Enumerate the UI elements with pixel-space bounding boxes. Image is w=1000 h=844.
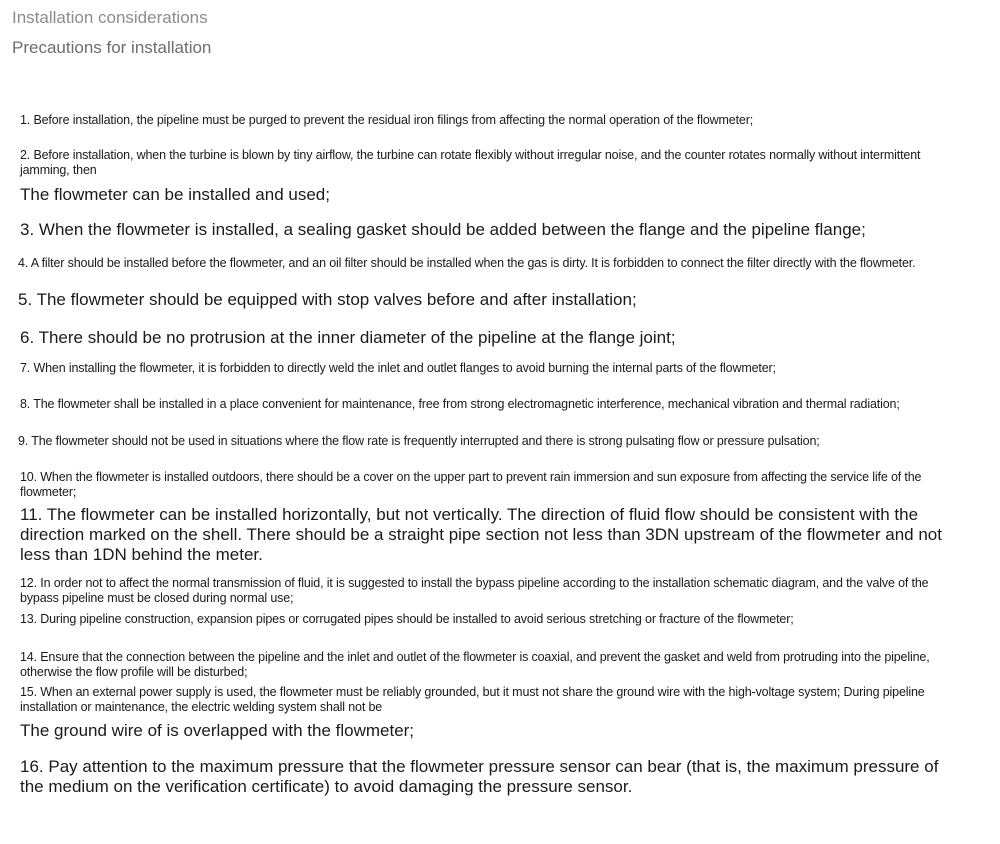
list-item-11: 11. The flowmeter can be installed horizontally, but not vertically. The direction of fluid flow should be consistent with the direction marked on the shell. There should be a straight pipe section not less than 3DN upstream of the flowmeter and not less than 1DN behind the meter.	[20, 505, 942, 564]
list-item-10: 10. When the flowmeter is installed outdoors, there should be a cover on the upper part to prevent rain immersion and sun exposure from affecting the service life of the flowmeter;	[20, 470, 922, 499]
list-item-8: 8. The flowmeter shall be installed in a place convenient for maintenance, free from strong electromagnetic interference, mechanical vibration and thermal radiation;	[20, 397, 900, 411]
list-item-2: 2. Before installation, when the turbine is blown by tiny airflow, the turbine can rotate flexibly without irregular noise, and the counter rotates normally without intermittent jamming, then	[20, 148, 921, 177]
list-item-1: 1. Before installation, the pipeline must be purged to prevent the residual iron filings from affecting the normal operation of the flowmeter;	[20, 113, 754, 127]
list-item-7: 7. When installing the flowmeter, it is forbidden to directly weld the inlet and outlet flanges to avoid burning the internal parts of the flowmeter;	[20, 361, 776, 375]
list-item-5: 5. The flowmeter should be equipped with stop valves before and after installation;	[18, 290, 637, 309]
list-item-6: 6. There should be no protrusion at the inner diameter of the pipeline at the flange joint;	[20, 328, 676, 347]
list-item-4: 4. A filter should be installed before the flowmeter, and an oil filter should be installed when the gas is dirty. It is forbidden to connect the filter directly with the flowmeter.	[18, 256, 916, 270]
section-subtitle: Precautions for installation	[12, 38, 212, 57]
list-item-14: 14. Ensure that the connection between the pipeline and the inlet and outlet of the flowmeter is coaxial, and prevent the gasket and weld from protruding into the pipeline, otherwise the flow profile will be disturbed;	[20, 650, 930, 679]
section-title: Installation considerations	[12, 8, 208, 27]
list-item-16: 16. Pay attention to the maximum pressure that the flowmeter pressure sensor can bear (that is, the maximum pressure of the medium on the verification certificate) to avoid damaging the pressure sensor.	[20, 757, 939, 796]
list-item-2-continued: The flowmeter can be installed and used;	[20, 185, 330, 204]
list-item-9: 9. The flowmeter should not be used in situations where the flow rate is frequently interrupted and there is strong pulsating flow or pressure pulsation;	[18, 434, 820, 448]
list-item-13: 13. During pipeline construction, expansion pipes or corrugated pipes should be installed to avoid serious stretching or fracture of the flowmeter;	[20, 612, 794, 626]
list-item-15: 15. When an external power supply is used, the flowmeter must be reliably grounded, but it must not share the ground wire with the high-voltage system; During pipeline installation or maintenance, the electric welding system shall not be	[20, 685, 925, 714]
list-item-15-continued: The ground wire of is overlapped with the flowmeter;	[20, 721, 415, 740]
list-item-12: 12. In order not to affect the normal transmission of fluid, it is suggested to install the bypass pipeline according to the installation schematic diagram, and the valve of the bypass pipeline must be closed during normal use;	[20, 576, 929, 605]
list-item-3: 3. When the flowmeter is installed, a sealing gasket should be added between the flange and the pipeline flange;	[20, 220, 866, 239]
